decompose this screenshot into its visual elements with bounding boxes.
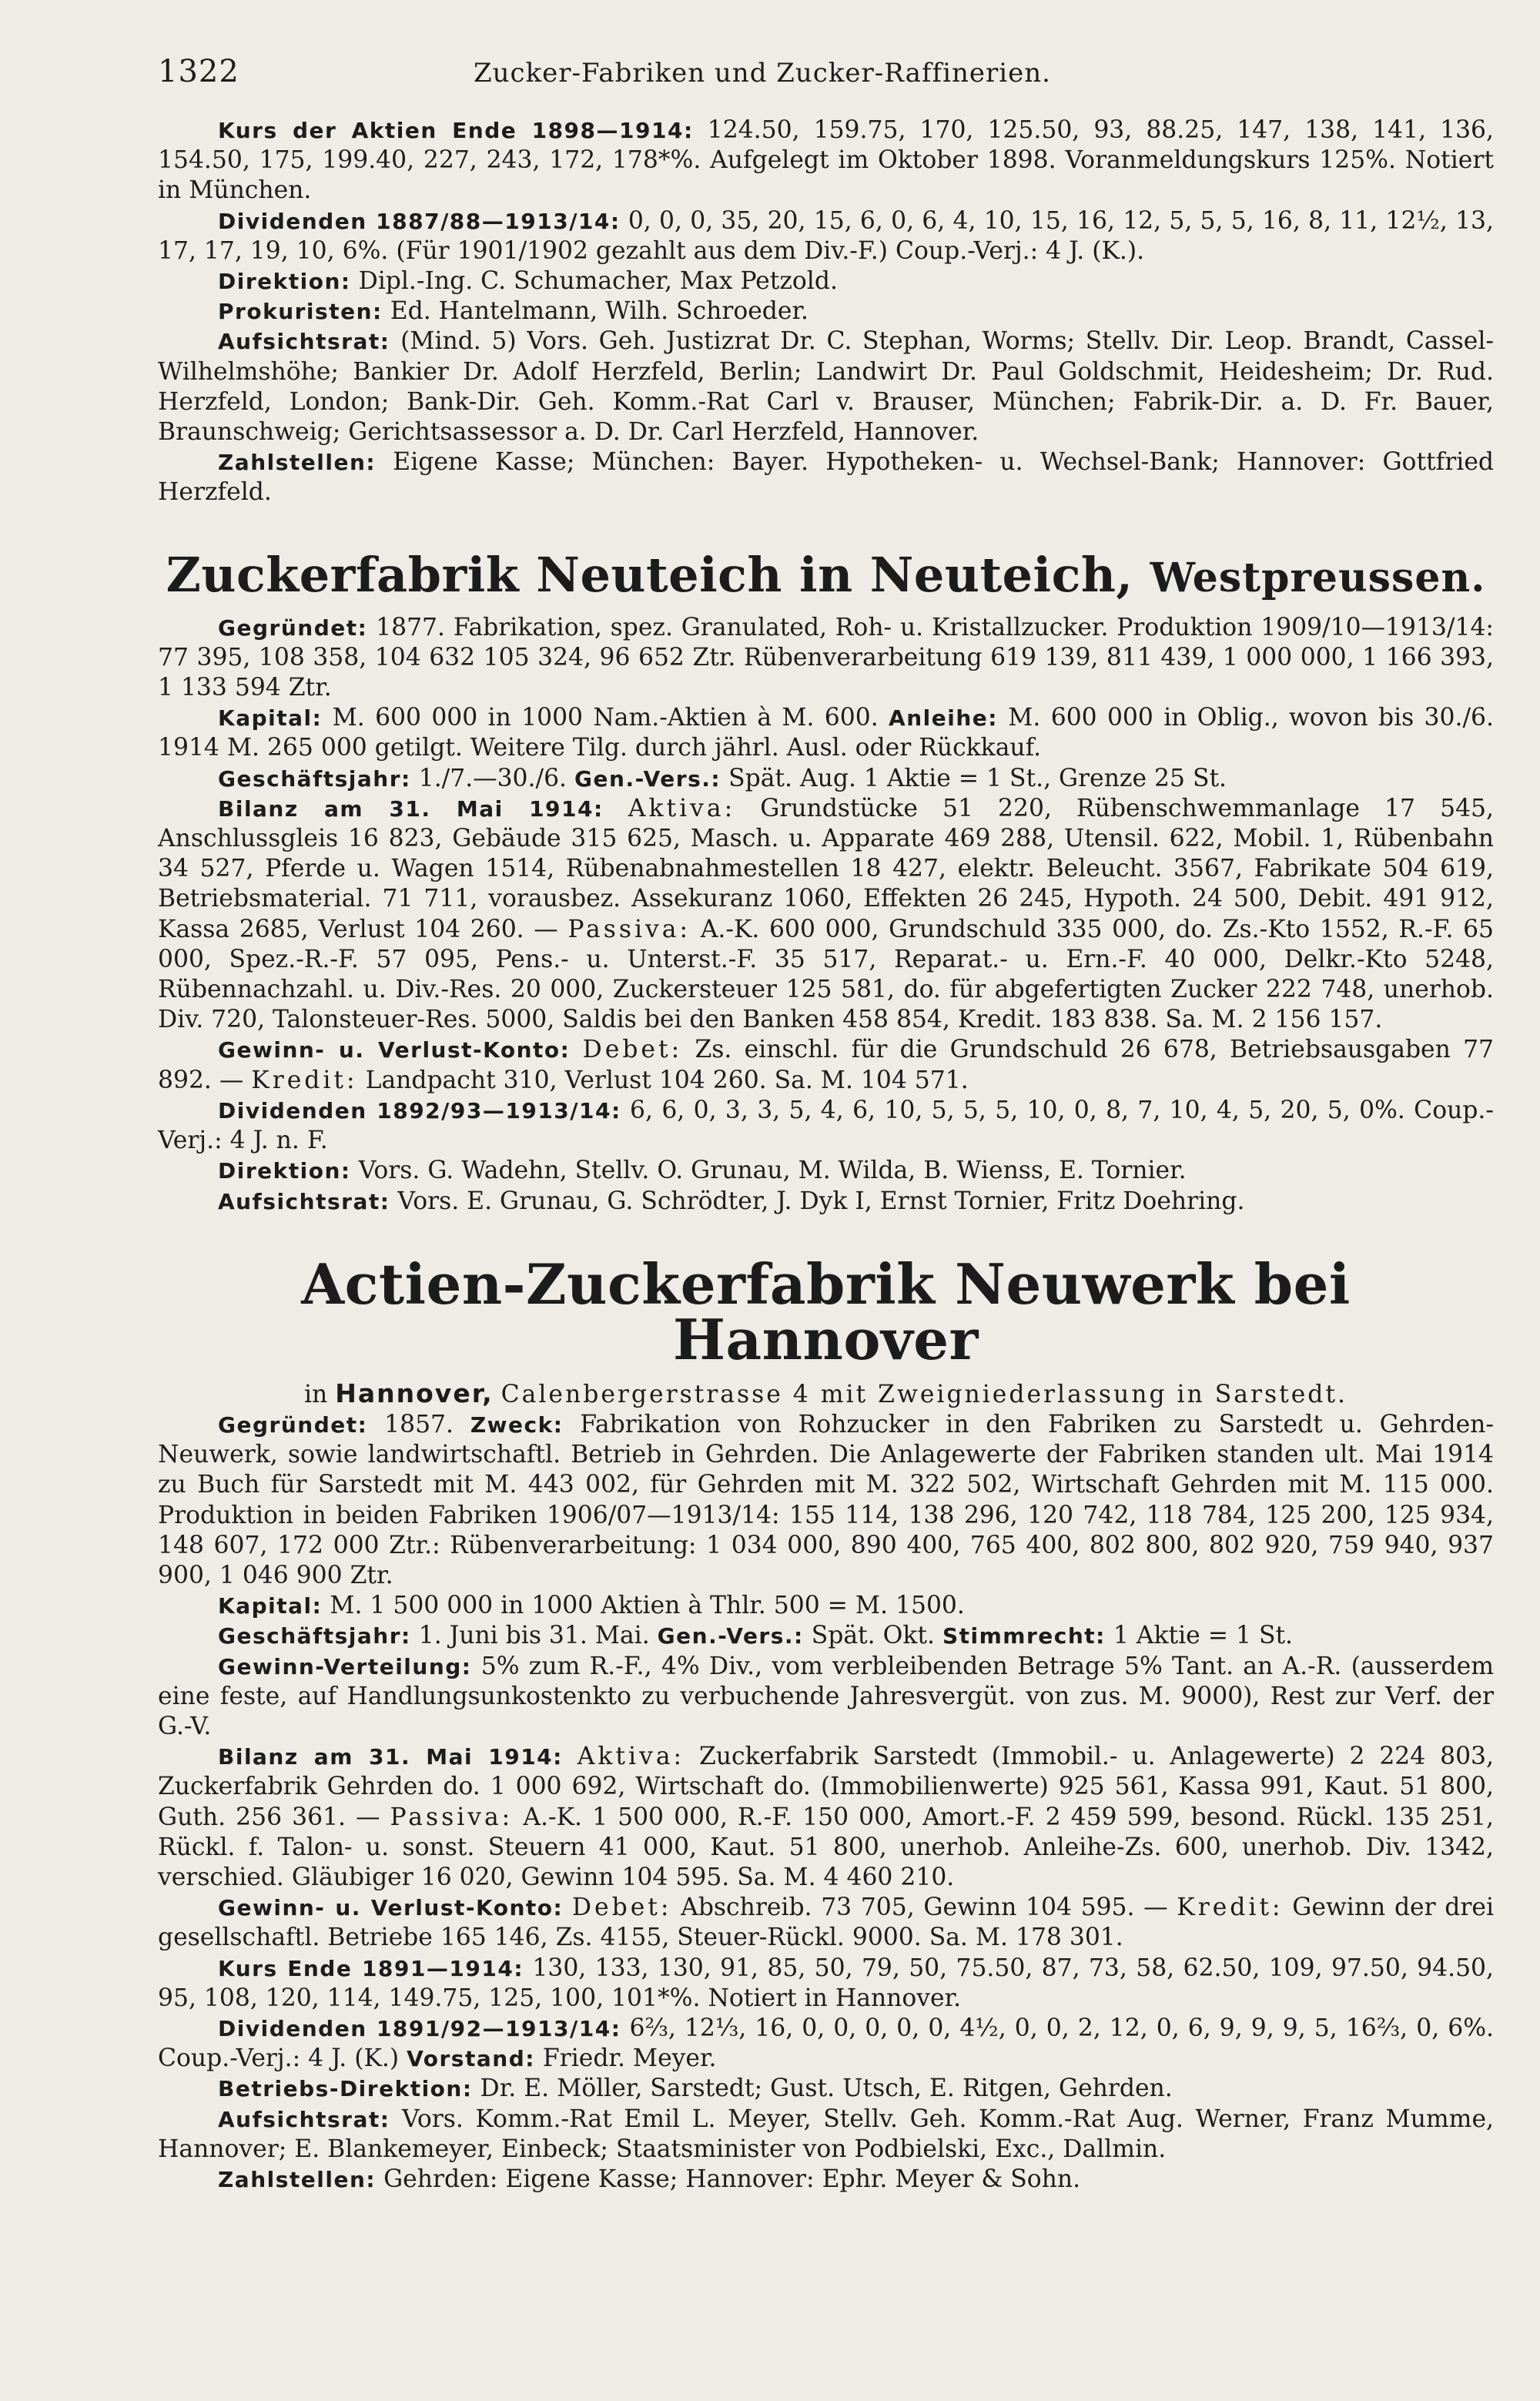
neuteich-guv-text-d: Zs. einschl. für die Grundschuld 26 678, Betriebsausgaben 77 892. — [158, 1036, 1495, 1094]
neuwerk-location [158, 1378, 1494, 1410]
neuwerk-gv-text: Spät. Okt. [811, 1622, 935, 1650]
neuteich-dir-label: Direktion: [218, 1158, 351, 1184]
neuwerk-vorst-label: Vorstand: [407, 2046, 535, 2072]
neuteich-direktion [158, 1156, 1494, 1186]
neuteich-bil-aktiva: Aktiva: [628, 794, 736, 822]
neuwerk-kap-text: M. 1 500 000 in 1000 Aktien à Thlr. 500 = M. 1500. [330, 1592, 965, 1620]
neuteich-gegr-text: 1877. Fabrikation, spez. Granulated, Roh- u. Kristallzucker. Produktion 1909/10—1913/14: 77 395, 108 358, 104 632 105 324, 96 652 Ztr. Rübenverarbeitung 619 139, 811 439, 1 000 000, 1 166 393, 1 133 594 Ztr. [158, 613, 1494, 702]
neuwerk-kap-label: Kapital: [218, 1593, 323, 1619]
prev-kurs-text: 124.50, 159.75, 170, 125.50, 93, 88.25, 147, 138, 141, 136, 154.50, 175, 199.40, 227, 243, 172, 178*%. Aufgelegt im Oktober 1898. Voranmeldungskurs 125%. Notiert in München. [158, 116, 1495, 205]
prev-kurs [158, 116, 1494, 206]
neuwerk-guv [158, 1893, 1494, 1953]
neuwerk-guv-label: Gewinn- u. Verlust-Konto: [218, 1895, 564, 1921]
prev-aufsichtsrat [158, 326, 1494, 447]
neuwerk-bil-passiva: Passiva: [390, 1803, 514, 1831]
neuwerk-aufs-text: Vors. Komm.-Rat Emil L. Meyer, Stellv. Geh. Komm.-Rat Aug. Werner, Franz Mumme, Hannover; E. Blankemeyer, Einbeck; Staatsminister von Podbielski, Exc., Dallmin. [158, 2105, 1495, 2163]
neuwerk-bdir-text: Dr. E. Möller, Sarstedt; Gust. Utsch, E. Ritgen, Gehrden. [480, 2075, 1173, 2103]
prev-dir-text: Dipl.-Ing. C. Schumacher, Max Petzold. [358, 267, 838, 296]
neuwerk-bil-text-a: Zuckerfabrik Sarstedt (Immobil.- u. Anlagewerte) 2 224 803, Zuckerfabrik Gehrden do. 1 000 692, Wirtschaft do. (Immobilienwerte) 925 561, Kassa 991, Kaut. 51 800, Guth. 256 361. — [158, 1743, 1494, 1831]
neuteich-title [158, 508, 1494, 613]
neuwerk-bil-aktiva: Aktiva: [577, 1743, 685, 1771]
neuteich-guv [158, 1035, 1494, 1095]
prev-prokuristen [158, 296, 1494, 326]
neuwerk-div-label: Dividenden 1891/92—1913/14: [218, 2015, 621, 2041]
neuteich-gegr-label: Gegründet: [218, 614, 368, 641]
neuwerk-gewv-text: 5% zum R.-F., 4% Div., vom verbleibenden Betrage 5% Tant. an A.-R. (ausserdem eine feste, auf Handlungsunkostenkto zu verbuchende Jahresvergüt. von zus. M. 9000), Rest zur Verf. der G.-V. [158, 1652, 1494, 1740]
prev-dir-label: Direktion: [218, 269, 351, 295]
neuteich-gv-label: Gen.-Vers.: [574, 765, 721, 792]
neuteich-aufsichtsrat [158, 1187, 1494, 1217]
prev-zahl-text: Eigene Kasse; München: Bayer. Hypotheken- u. Wechsel-Bank; Hannover: Gottfried Herzfeld. [158, 448, 1495, 507]
neuwerk-kurs-text: 130, 133, 130, 91, 85, 50, 79, 50, 75.50, 87, 73, 58, 62.50, 109, 97.50, 94.50, 95, 108, 120, 114, 149.75, 125, 100, 101*%. Notiert in Hannover. [158, 1954, 1494, 2012]
neuteich-dividenden [158, 1096, 1494, 1156]
neuwerk-betriebsdirektion [158, 2074, 1494, 2104]
neuwerk-loc-rest: Calenbergerstrasse 4 mit Zweigniederlassung in Sarstedt. [500, 1380, 1348, 1408]
neuwerk-gewinnverteilung [158, 1652, 1494, 1743]
page-number: 1322 [158, 54, 239, 89]
neuteich-guv-debet: Debet: [582, 1036, 683, 1064]
neuwerk-aufs-label: Aufsichtsrat: [218, 2106, 390, 2132]
neuteich-bil-text-p: A.-K. 600 000, Grundschuld 335 000, do. Zs.-Kto 1552, R.-F. 65 000, Spez.-R.-F. 57 095, Pens.- u. Unterst.-F. 35 517, Reparat.- u. Ern.-F. 40 000, Delkr.-Kto 5248, Rübennachzahl. u. Div.-Res. 20 000, Zuckersteuer 125 581, do. für abgefertigten Zucker 222 748, unerhob. Div. 720, Talonsteuer-Res. 5000, Saldis bei den Banken 458 854, Kredit. 183 838. Sa. M. 2 156 157. [158, 915, 1495, 1034]
neuteich-div-text: 6, 6, 0, 3, 3, 5, 4, 6, 10, 5, 5, 5, 10, 0, 8, 7, 10, 4, 5, 20, 5, 0%. Coup.-Verj.: 4 J. n. F. [158, 1096, 1494, 1155]
neuwerk-stimm-label: Stimmrecht: [942, 1623, 1106, 1649]
neuteich-guv-text-k: Landpacht 310, Verlust 104 260. Sa. M. 104 571. [365, 1066, 969, 1094]
neuwerk-gj-label: Geschäftsjahr: [218, 1623, 411, 1649]
neuwerk-zweck-label: Zweck: [470, 1411, 564, 1438]
prev-zahl-label: Zahlstellen: [218, 450, 377, 476]
prev-dividenden [158, 206, 1494, 266]
neuwerk-gewv-label: Gewinn-Verteilung: [218, 1653, 472, 1679]
neuwerk-dividenden [158, 2014, 1494, 2074]
prev-prok-text: Ed. Hantelmann, Wilh. Schroeder. [390, 297, 809, 326]
neuteich-guv-label: Gewinn- u. Verlust-Konto: [218, 1037, 571, 1063]
neuteich-gegruendet [158, 613, 1494, 704]
neuteich-dir-text: Vors. G. Wadehn, Stellv. O. Grunau, M. Wilda, B. Wienss, E. Tornier. [358, 1157, 1187, 1185]
neuwerk-gegruendet [158, 1410, 1494, 1591]
prev-kurs-label: Kurs der Aktien Ende 1898—1914: [218, 118, 694, 143]
neuteich-gj-label: Geschäftsjahr: [218, 765, 411, 792]
prev-aufs-label: Aufsichtsrat: [218, 329, 390, 355]
neuwerk-geschaeftsjahr [158, 1621, 1494, 1651]
neuwerk-loc-city: Hannover, [335, 1378, 494, 1408]
prev-div-label: Dividenden 1887/88—1913/14: [218, 208, 621, 234]
neuteich-aufs-text: Vors. E. Grunau, G. Schrödter, J. Dyk I, Ernst Tornier, Fritz Doehring. [397, 1187, 1245, 1215]
neuteich-title-sub: Westpreussen. [1150, 554, 1486, 601]
neuwerk-guv-debet: Debet: [571, 1894, 672, 1922]
neuteich-guv-kredit: Kredit: [251, 1066, 358, 1094]
neuwerk-loc-prefix: in [304, 1380, 328, 1408]
neuwerk-stimm-text: 1 Aktie = 1 St. [1113, 1622, 1294, 1650]
neuwerk-gv-label: Gen.-Vers.: [657, 1623, 804, 1649]
neuwerk-guv-text-k: Gewinn der drei gesellschaftl. Betriebe 165 146, Zs. 4155, Steuer-Rückl. 9000. Sa. M. 178 301. [158, 1894, 1495, 1952]
neuteich-aufs-label: Aufsichtsrat: [218, 1188, 390, 1214]
running-title: Zucker-Fabriken und Zucker-Raffinerien. [474, 58, 1051, 89]
page-header [158, 54, 1494, 116]
neuwerk-gegr-text: 1857. [384, 1410, 454, 1438]
prev-aufs-text: (Mind. 5) Vors. Geh. Justizrat Dr. C. Stephan, Worms; Stellv. Dir. Leop. Brandt, Cassel-Wilhelmshöhe; Bankier Dr. Adolf Herzfeld, Berlin; Landwirt Dr. Paul Goldschmit, Heidesheim; Dr. Rud. Herzfeld, London; Bank-Dir. Geh. Komm.-Rat Carl v. Brauser, München; Fabrik-Dir. a. D. Fr. Bauer, Braunschweig; Gerichtsassessor a. D. Dr. Carl Herzfeld, Hannover. [158, 327, 1494, 447]
neuteich-bil-label: Bilanz am 31. Mai 1914: [218, 795, 604, 822]
neuwerk-kurs [158, 1954, 1494, 2014]
prev-zahlstellen [158, 447, 1494, 507]
neuwerk-zweck-text: Fabrikation von Rohzucker in den Fabriken zu Sarstedt u. Gehrden-Neuwerk, sowie landwirtschaftl. Betrieb in Gehrden. Die Anlagewerte der Fabriken standen ult. Mai 1914 zu Buch für Sarstedt mit M. 443 002, für Gehrden mit M. 322 502, Wirtschaft Gehrden mit M. 115 000. Produktion in beiden Fabriken 1906/07—1913/14: 155 114, 138 296, 120 742, 118 784, 125 200, 125 934, 148 607, 172 000 Ztr.: Rübenverarbeitung: 1 034 000, 890 400, 765 400, 802 800, 802 920, 759 940, 937 900, 1 046 900 Ztr. [158, 1410, 1495, 1589]
neuwerk-zahl-text: Gehrden: Eigene Kasse; Hannover: Ephr. Meyer & Sohn. [383, 2165, 1081, 2193]
neuwerk-zahlstellen [158, 2165, 1494, 2195]
neuwerk-vorst-text: Friedr. Meyer. [542, 2044, 717, 2073]
neuwerk-kapital [158, 1591, 1494, 1621]
neuteich-kap-text: M. 600 000 in 1000 Nam.-Aktien à M. 600. [332, 704, 879, 732]
neuteich-bil-passiva: Passiva: [567, 915, 691, 943]
neuwerk-bil-text-p: A.-K. 1 500 000, R.-F. 150 000, Amort.-F. 2 459 599, besond. Rückl. 135 251, Rückl. f. Talon- u. sonst. Steuern 41 000, Kaut. 51 800, unerhob. Anleihe-Zs. 600, unerhob. Div. 1342, verschied. Gläubiger 16 020, Gewinn 104 595. Sa. M. 4 460 210. [158, 1803, 1494, 1891]
neuwerk-bdir-label: Betriebs-Direktion: [218, 2076, 473, 2102]
neuteich-bil-text-a: Grundstücke 51 220, Rübenschwemmanlage 17 545, Anschlussgleis 16 823, Gebäude 315 625, Masch. u. Apparate 469 288, Utensil. 622, Mobil. 1, Rübenbahn 34 527, Pferde u. Wagen 1514, Rübenabnahmestellen 18 427, elektr. Beleucht. 3567, Fabrikate 504 619, Betriebsmaterial. 71 711, vorausbez. Assekuranz 1060, Effekten 26 245, Hypoth. 24 500, Debit. 491 912, Kassa 2685, Verlust 104 260. — [158, 794, 1494, 943]
neuwerk-gj-text: 1. Juni bis 31. Mai. [418, 1622, 650, 1650]
neuteich-gj-text: 1./7.—30./6. [418, 764, 567, 792]
neuwerk-bil-label: Bilanz am 31. Mai 1914: [218, 1744, 563, 1770]
neuwerk-div-text: 6⅔, 12⅓, 16, 0, 0, 0, 0, 0, 4½, 0, 0, 2, 12, 0, 6, 9, 9, 9, 5, 16⅔, 0, 6%. Coup.-Verj.: 4 J. (K.) [158, 2014, 1495, 2073]
neuwerk-zahl-label: Zahlstellen: [218, 2166, 377, 2192]
neuteich-kap-label: Kapital: [218, 705, 323, 732]
neuwerk-kurs-label: Kurs Ende 1891—1914: [218, 1955, 524, 1981]
neuteich-anl-text: M. 600 000 in Oblig., wovon bis 30./6. 1914 M. 265 000 getilgt. Weitere Tilg. durch jährl. Ausl. oder Rückkauf. [158, 704, 1494, 762]
neuteich-geschaeftsjahr [158, 764, 1494, 794]
neuteich-bilanz [158, 794, 1494, 1036]
prev-prok-label: Prokuristen: [218, 299, 383, 325]
neuwerk-gegr-label: Gegründet: [218, 1411, 368, 1438]
neuteich-gv-text: Spät. Aug. 1 Aktie = 1 St., Grenze 25 St. [728, 764, 1227, 792]
neuwerk-guv-kredit: Kredit: [1177, 1894, 1284, 1922]
neuteich-div-label: Dividenden 1892/93—1913/14: [218, 1097, 621, 1123]
neuwerk-title: Actien-Zuckerfabrik Neuwerk bei Hannover [301, 1251, 1351, 1372]
neuteich-kapital [158, 703, 1494, 763]
neuteich-title-main: Zuckerfabrik Neuteich in Neuteich, [166, 546, 1133, 603]
neuwerk-guv-text-d: Abschreib. 73 705, Gewinn 104 595. — [681, 1894, 1168, 1922]
prev-div-text: 0, 0, 0, 35, 20, 15, 6, 0, 6, 4, 10, 15, 16, 12, 5, 5, 5, 16, 8, 11, 12½, 13, 17, 17, 19, 10, 6%. (Für 1901/1902 gezahlt aus dem Div.-F.) Coup.-Verj.: 4 J. (K.). [158, 206, 1494, 265]
prev-direktion [158, 266, 1494, 296]
neuwerk-aufsichtsrat [158, 2105, 1494, 2165]
neuwerk-bilanz [158, 1742, 1494, 1893]
neuteich-anl-label: Anleihe: [889, 705, 998, 732]
